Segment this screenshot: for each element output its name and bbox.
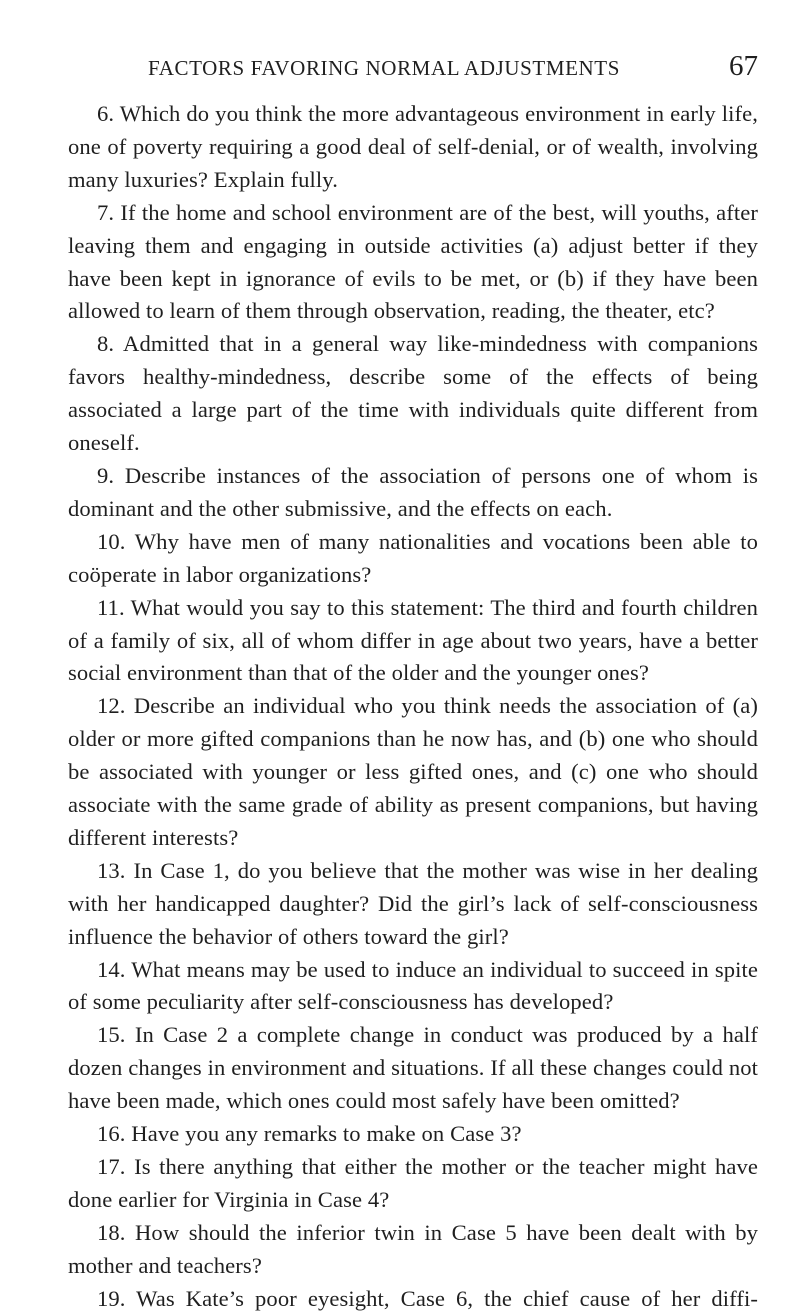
question-8: 8. Admitted that in a general way like-mindedness with companions favors healthy-mindedness, describe some of the effects of being associated a large part of the time with individuals quite different from oneself.	[68, 331, 758, 456]
question-7: 7. If the home and school environment are of the best, will youths, after leaving them and engaging in outside activities (a) adjust better if they have been kept in ignorance of evils to be met, or (b) if they have been allowed to learn of them through observation, reading, the theater, etc?	[68, 199, 758, 324]
question-13: 13. In Case 1, do you believe that the mother was wise in her dealing with her handicapped daughter? Did the girl’s lack of self-consciousness influence the behavior of others toward the girl?	[68, 857, 758, 949]
question-19: 19. Was Kate’s poor eyesight, Case 6, the chief cause of her diffi-	[97, 1285, 758, 1311]
running-title: FACTORS FAVORING NORMAL ADJUSTMENTS	[148, 56, 620, 80]
question-6: 6. Which do you think the more advantageous environment in early life, one of poverty requiring a good deal of self-denial, or of wealth, involving many luxuries? Explain fully.	[68, 101, 758, 192]
question-14: 14. What means may be used to induce an individual to succeed in spite of some peculiarity after self-consciousness has developed?	[68, 956, 758, 1015]
question-17: 17. Is there anything that either the mother or the teacher might have done earlier for Virginia in Case 4?	[68, 1154, 758, 1212]
question-18: 18. How should the inferior twin in Case 5 have been dealt with by mother and teachers?	[68, 1219, 758, 1278]
running-head	[68, 50, 758, 84]
question-11: 11. What would you say to this statement: The third and fourth children of a family of six, all of whom differ in age about two years, have a better social environment than that of the older and the younger ones?	[68, 594, 758, 686]
question-10: 10. Why have men of many nationalities and vocations been able to coöperate in labor organizations?	[68, 528, 758, 587]
page-number: 67	[729, 50, 758, 82]
question-15: 15. In Case 2 a complete change in conduct was produced by a half dozen changes in environment and situations. If all these changes could not have been made, which ones could most safely have been omitted?	[68, 1022, 758, 1114]
question-16: 16. Have you any remarks to make on Case 3?	[97, 1121, 522, 1147]
question-12: 12. Describe an individual who you think needs the association of (a) older or more gifted companions than he now has, and (b) one who should be associated with younger or less gifted ones, and (c) one who should associate with the same grade of ability as present companions, but having different interests?	[68, 693, 758, 850]
question-9: 9. Describe instances of the association of persons one of whom is dominant and the other submissive, and the effects on each.	[68, 462, 758, 521]
question-list	[68, 98, 758, 1316]
book-page	[68, 50, 758, 1316]
